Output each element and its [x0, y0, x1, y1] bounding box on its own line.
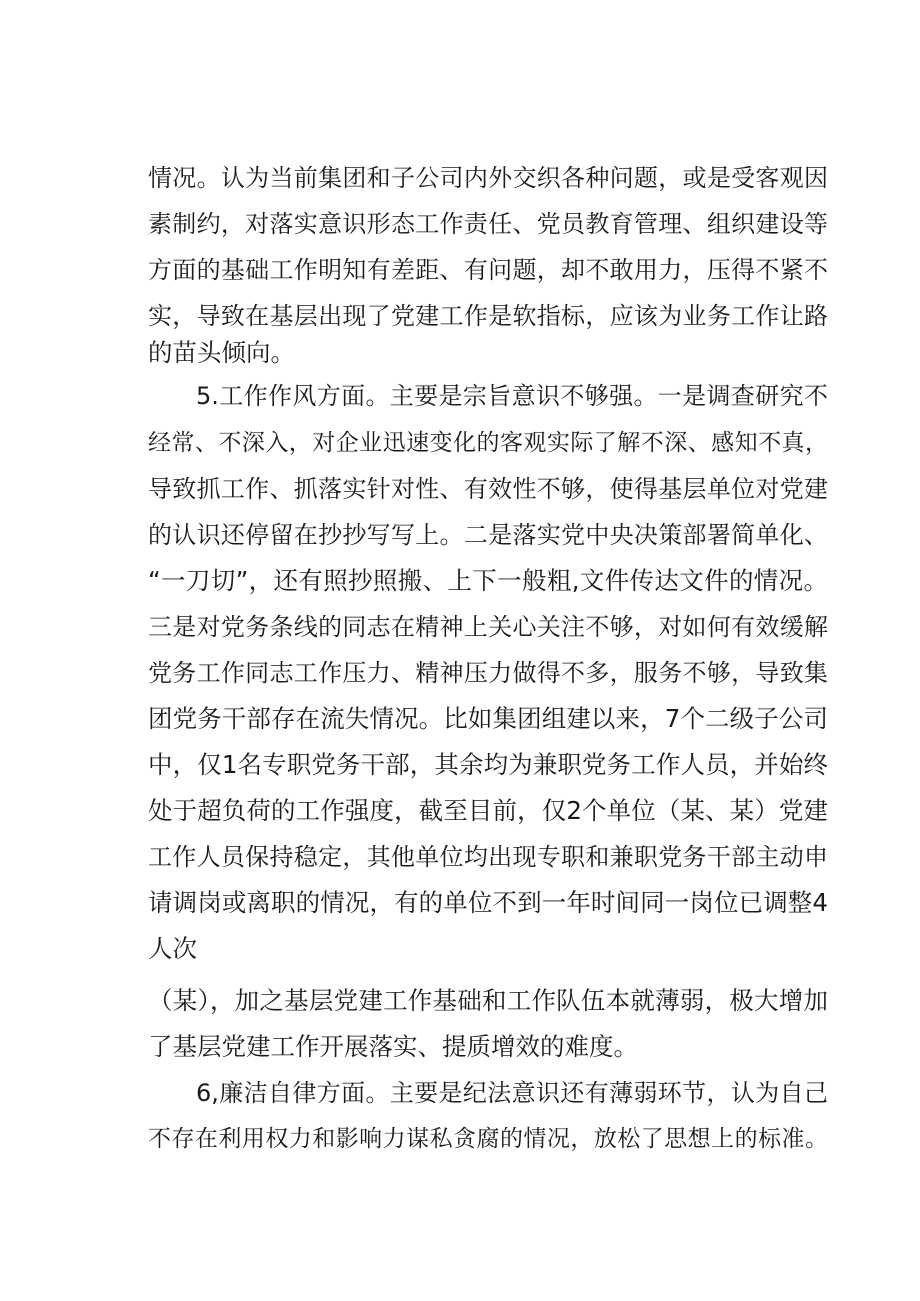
text-line: 请调岗或离职的情况，有的单位不到一年时间同一岗位已调整4 [148, 888, 828, 917]
text-line: 经常、不深入，对企业迅速变化的客观实际了解不深、感知不真， [148, 430, 828, 456]
text-line: 导致抓工作、抓落实针对性、有效性不够，使得基层单位对党建 [148, 475, 828, 503]
text-line: 三是对党务条线的同志在精神上关心关注不够，对如何有效缓解 [148, 613, 828, 641]
text-line: “一刀切”，还有照抄照搬、上下一般粗,文件传达文件的情况。 [148, 566, 828, 595]
text-line: 中，仅1名专职党务干部，其余均为兼职党务工作人员，并始终 [148, 750, 828, 779]
text-line: 实，导致在基层出现了党建工作是软指标，应该为业务工作让路 [148, 302, 828, 330]
text-line: 不存在利用权力和影响力谋私贪腐的情况，放松了思想上的标准。 [148, 1126, 828, 1152]
text-line: 的认识还停留在抄抄写写上。二是落实党中央决策部署简单化、 [148, 521, 828, 549]
text-line: （某），加之基层党建工作基础和工作队伍本就薄弱，极大增加 [148, 986, 828, 1015]
text-line: 人次 [148, 934, 197, 963]
text-line: 的苗头倾向。 [148, 338, 295, 367]
text-line: 工作人员保持稳定，其他单位均出现专职和兼职党务干部主动申 [148, 843, 828, 871]
text-line: 方面的基础工作明知有差距、有问题，却不敢用力，压得不紧不 [148, 256, 828, 284]
text-line: 了基层党建工作开展落实、提质增效的难度。 [148, 1032, 638, 1061]
text-line: 团党务干部存在流失情况。比如集团组建以来，7个二级子公司 [148, 704, 828, 733]
text-line: 处于超负荷的工作强度，截至目前，仅2个单位（某、某）党建 [148, 796, 828, 825]
text-line: 情况。认为当前集团和子公司内外交织各种问题，或是受客观因 [148, 164, 828, 192]
section-heading-line: 6,廉洁自律方面。主要是纪法意识还有薄弱环节，认为自己 [196, 1079, 828, 1107]
text-line: 素制约，对落实意识形态工作责任、党员教育管理、组织建设等 [148, 210, 828, 238]
text-line: 党务工作同志工作压力、精神压力做得不多，服务不够，导致集 [148, 659, 828, 687]
section-heading-line: 5.工作作风方面。主要是宗旨意识不够强。一是调查研究不 [196, 382, 828, 410]
